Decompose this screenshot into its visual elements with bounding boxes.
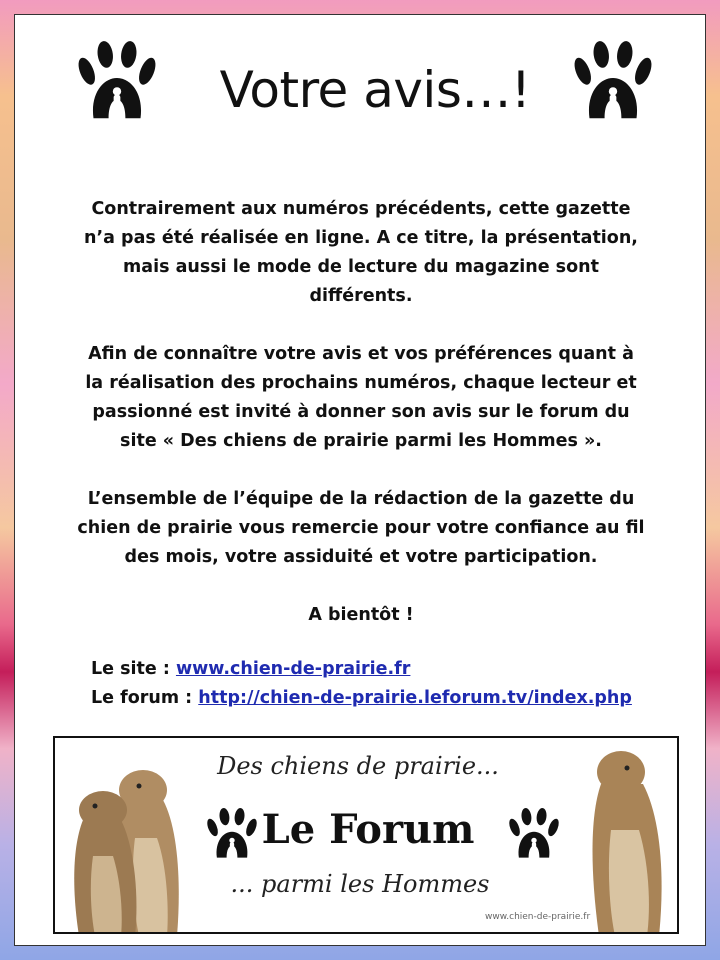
page-title: Votre avis…! — [219, 61, 531, 119]
paragraph: Contrairement aux numéros précédents, cette gazette n’a pas été réalisée en ligne. A ce titre, la présentation, mais aussi le mode de lecture du magazine sont différents. — [84, 199, 638, 306]
paragraph: L’ensemble de l’équipe de la rédaction de la gazette du chien de prairie vous remercie pour votre confiance au fil des mois, votre assiduité et votre participation. — [77, 489, 645, 567]
site-link[interactable]: www.chien-de-prairie.fr — [175, 659, 411, 679]
banner-title: Le Forum — [261, 806, 475, 853]
banner-watermark: www.chien-de-prairie.fr — [485, 912, 591, 922]
page — [14, 14, 706, 946]
forum-banner[interactable] — [53, 736, 679, 934]
closing-text: A bientôt ! — [308, 605, 414, 625]
forum-link[interactable]: http://chien-de-prairie.leforum.tv/index.php — [198, 688, 632, 708]
banner-top-text: Des chiens de prairie... — [217, 752, 499, 780]
paw-print-icon — [75, 41, 159, 125]
links-block — [91, 655, 691, 713]
site-label: Le site : — [91, 659, 176, 679]
forum-line — [91, 684, 691, 713]
forum-label: Le forum : — [91, 688, 199, 708]
body-text — [77, 195, 645, 650]
banner-bottom-text: ... parmi les Hommes — [230, 870, 490, 898]
paragraph: Afin de connaître votre avis et vos préférences quant à la réalisation des prochains numéros, chaque lecteur et passionné est invité à donner son avis sur le forum du site « Des chiens de prairie parmi les Hommes ». — [85, 344, 637, 451]
site-line — [91, 655, 691, 684]
paw-print-icon — [507, 808, 561, 862]
